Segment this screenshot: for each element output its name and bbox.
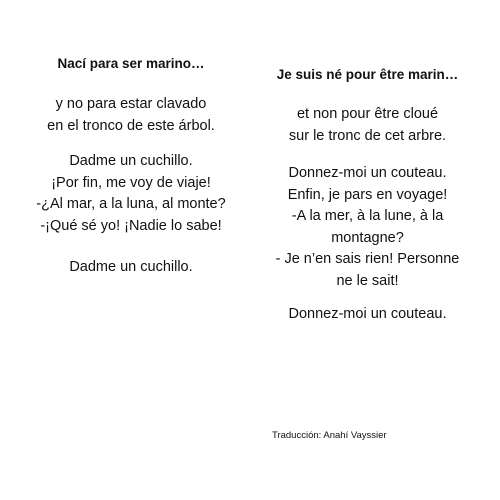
french-stanza-2-line: montagne? bbox=[331, 229, 404, 246]
french-stanza-2-line: ne le sait! bbox=[336, 272, 399, 289]
spanish-stanza-1-line: y no para estar clavado bbox=[55, 96, 207, 112]
french-stanza-2 bbox=[255, 163, 480, 292]
translation-credit: Traducción: Anahí Vayssier bbox=[272, 430, 387, 441]
spanish-stanza-3-line: Dadme un cuchillo. bbox=[69, 259, 193, 275]
french-stanza-3 bbox=[255, 304, 480, 326]
spanish-stanza-2 bbox=[0, 151, 262, 237]
spanish-poem-title: Nací para ser marino… bbox=[57, 56, 205, 71]
french-stanza-1-line: et non pour être cloué bbox=[296, 106, 439, 122]
french-stanza-1 bbox=[255, 104, 480, 147]
spanish-stanza-2-line: -¿Al mar, a la luna, al monte? bbox=[36, 196, 226, 212]
french-stanza-2-line: Enfin, je pars en voyage! bbox=[287, 186, 448, 203]
french-stanza-2-line: -A la mer, à la lune, à la bbox=[291, 208, 444, 224]
spanish-stanza-2-line: ¡Por fin, me voy de viaje! bbox=[51, 174, 211, 191]
spanish-stanza-1 bbox=[0, 94, 262, 137]
french-stanza-3-line: Donnez-moi un couteau. bbox=[288, 306, 447, 322]
spanish-stanza-3 bbox=[0, 257, 262, 279]
spanish-stanza-2-line: Dadme un cuchillo. bbox=[69, 153, 193, 169]
french-stanza-1-line: sur le tronc de cet arbre. bbox=[288, 127, 447, 144]
spanish-stanza-2-line: -¡Qué sé yo! ¡Nadie lo sabe! bbox=[40, 217, 222, 234]
french-poem-title: Je suis né pour être marin… bbox=[276, 67, 459, 82]
french-stanza-2-line: Donnez-moi un couteau. bbox=[288, 165, 447, 181]
french-stanza-2-line: - Je n’en sais rien! Personne bbox=[275, 251, 460, 267]
spanish-stanza-1-line: en el tronco de este árbol. bbox=[47, 117, 215, 134]
